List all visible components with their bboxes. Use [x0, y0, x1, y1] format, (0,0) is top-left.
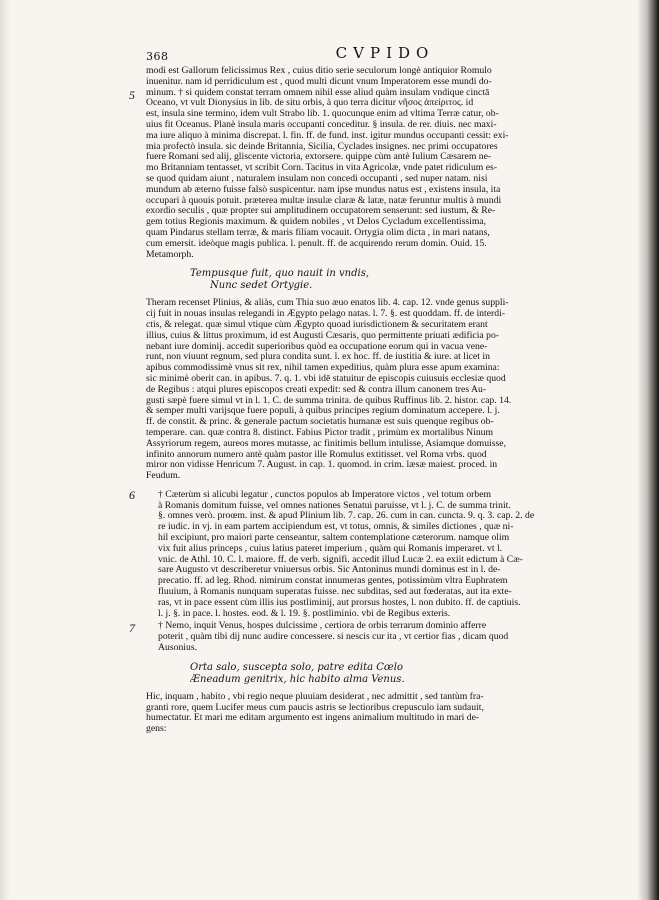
margin-number-5: 5	[129, 88, 135, 102]
text-line: illius, cuius & littus proximum, id est Augusti Cæsaris, quo permittente priuati ædificia po-	[146, 330, 500, 341]
paragraph-2	[146, 298, 624, 482]
text-line: quam Pindarus stellam terræ, & maris filiam vocauit. Ortygia olim dicta , in mari natans,	[146, 227, 490, 238]
text-line: inuenitur. nam id perridiculum est , quod multi dicunt vnum Imperatorem esse mundi do-	[146, 76, 492, 87]
text-line: cum emersit. ideòque magis publica. l. penult. ff. de acquirendo rerum domin. Ouid. 15.	[146, 238, 487, 249]
page-number: 368	[146, 50, 169, 63]
verse-line: Æneadum genitrix, hic habito alma Venus.	[190, 673, 405, 685]
text-line: hil excipiunt, pro maiori parte censeantur, saltem contemplatione cæterorum. namque olim	[158, 533, 510, 544]
text-line: precatio. ff. ad leg. Rhod. nimirum constat innumeras gentes, potissimùm vltra Euphratem	[158, 576, 508, 587]
paragraph-1	[129, 66, 624, 260]
text-line: vnic. de Athl. 10. C. l. maiore. ff. de verb. signifi. accedit illud Lucæ 2. ea exiit edictum à Cæ-	[158, 554, 523, 565]
text-line: ff. de constit. & princ. & generale pactum societatis humanæ est suis quenque regibus ob-	[146, 417, 494, 428]
running-title: CVPIDO	[335, 44, 435, 62]
text-line: Oceano, vt vult Dionysius in lib. de situ orbis, à quo terra dicitur νῆσος ἀπείριτος. id	[146, 98, 474, 109]
paragraph-4-text	[146, 621, 624, 653]
text-line: gem totius Regionis maximum. & quidem nobiles , vt Delos Cycladum excellentissima,	[146, 217, 487, 228]
text-line: mo Britanniam tentasset, vt scribit Corn. Tacitus in vita Agricolæ, vnde patet ridiculum es-	[146, 163, 498, 174]
text-line: cij fuit in nouas insulas relegandi in Ægypto pelago natas. l. 7. §. est quoddam. ff. de interdi-	[146, 309, 505, 320]
text-line: temperare. can. quæ contra 8. distinct. Fabius Pictor tradit , primùm ex mortalibus Ninum	[146, 427, 494, 438]
text-line: Theram recenset Plinius, & aliàs, cum Thia suo æuo enatos lib. 4. cap. 12. vnde genus suppli-	[146, 298, 509, 309]
text-line: occupari à quouis potuit. præterea multæ insulæ claræ & latæ, natæ feruntur multis à mundi	[146, 195, 502, 206]
text-line: modi est Gallorum felicissimus Rex , cuius ditio serie seculorum longè antiquior Romulo	[146, 66, 492, 76]
text-line: vix fuit alius princeps , cuius latius pateret imperium , quàm qui Romanis imperaret. vt l.	[158, 543, 503, 554]
text-line: l. j. §. in pace. l. hostes. eod. & l. 19. §. postliminio. vbi de Regibus exteris.	[158, 608, 451, 619]
text-line: humectatur. Et mari me editam argumento est ingens animalium multitudo in mari de-	[146, 713, 480, 724]
page-header	[146, 44, 624, 64]
paragraph-2-text	[146, 298, 624, 482]
verse-ausonius	[190, 662, 624, 686]
text-line: † Nemo, inquit Venus, hospes dulcissime , certiora de orbis terrarum dominio afferre	[158, 621, 487, 632]
paragraph-4	[129, 621, 624, 654]
paragraph-5	[146, 692, 624, 735]
text-line: & semper multi varijsque fuere populi, à quibus principes regium dominatum accepere. l. j.	[146, 406, 500, 417]
text-line: mia profectò insula. sic deinde Britannia, Sicilia, Cyclades insignes. nec primi occupatores	[146, 141, 498, 152]
text-line: apibus commodissimè vnus sit rex, nihil tamen expeditius, quàm plura esse apum examina:	[146, 363, 500, 374]
verse-line: Nunc sedet Ortygie.	[210, 280, 313, 292]
paragraph-5-text	[146, 692, 624, 735]
text-line: §. omnes verò. proœm. inst. & apud Plinium lib. 7. cap. 26. cum in can. cuncta. 9. q. 3. cap. 2. de	[158, 511, 535, 522]
text-line: † Cæterùm si alicubi legatur , cunctos populos ab Imperatore victos , vel totum orbem	[158, 489, 492, 500]
text-line: à Romanis domitum fuisse, vel omnes nationes Senatui paruisse, vt l. j. C. de summa trinit.	[158, 500, 511, 511]
text-line: Metamorph.	[146, 249, 194, 260]
text-line: fuere Romani sed alij, gliscente victoria, extorsere. quippe cùm antè Iulium Cæsarem ne-	[146, 152, 492, 163]
paragraph-1-text	[146, 66, 624, 260]
paragraph-3	[129, 487, 624, 620]
text-line: gens:	[146, 724, 167, 735]
text-line: runt, non viuunt regnum, sed plura condita sunt. l. ex hoc. ff. de iustitia & iure. at licet in	[146, 352, 490, 363]
text-line: re iudic. in vj. in eam partem accipiendum est, vt totus, omnis, & similes dictiones , quæ ni-	[158, 522, 514, 533]
text-line: mundum ab æterno fuisse falsò suspicentur. nam ipse mundus natus est , existens insula, ita	[146, 184, 501, 195]
text-line: infinito annorum numero antè quàm pastor ille Romulus extitisset. vel Roma vrbs. quod	[146, 449, 487, 460]
scan-shadow-left	[0, 0, 10, 900]
scan-shadow-right	[637, 0, 659, 900]
margin-number-7: 7	[129, 621, 135, 636]
text-line: Ausonius.	[158, 643, 198, 654]
text-line: poterit , quàm tibi dij nunc audire concessere. si nescis cur ita , vt certior fias , dicam quod	[158, 632, 509, 643]
text-line: uius fit Oceanus. Planè insula maris occupanti conceditur. § insula. de rer. diuis. nec maxi-	[146, 119, 497, 130]
text-line: sic minimè oberit can. in apibus. 7. q. 1. vbi idē statuitur de episcopis cuiusuis ecclesiæ quod	[146, 373, 506, 384]
text-line: exordio seculis , quæ propter sui amplitudinem occupatorem senserunt: sed iustum, & Re-	[146, 206, 496, 217]
text-line: ma iure aliquo à minima discrepat. l. fin. ff. de fund. inst. igitur mundus occupanti cessit: exi-	[146, 130, 509, 141]
text-line: de Regibus : atqui plures episcopos creati expedit: sed & contra illum canonem tres Au-	[146, 384, 487, 395]
verse-line: Tempusque fuit, quo nauit in vndis,	[190, 268, 370, 280]
text-line: ctis, & relegat. quæ simul vtique cùm Ægypto quoad iurisdictionem & securitatem erant	[146, 319, 488, 330]
text-line: nebant iure dominij. accedit superioribus quòd ea occupatione eorum qui in vacua vene-	[146, 341, 488, 352]
text-line: granti rore, quem Lucifer meus cum paucis astris se lectioribus crepusculo iam sudauit,	[146, 702, 484, 713]
text-line: sare Augusto vt describeretur vniuersus orbis. Sic Antoninus mundi dominus est in l. de-	[158, 565, 501, 576]
text-line: fluuium, à Romanis nunquam superatas fuisse. nec subditas, sed aut fœderatas, aut ita exte-	[158, 587, 512, 598]
text-line: miror non vidisse Henricum 7. August. in cap. 1. quomod. in crim. læsæ maiest. proced. in	[146, 460, 498, 471]
text-line: Hic, inquam , habito , vbi regio neque pluuiam desiderat , nec admittit , sed tantùm fra-	[146, 691, 484, 702]
text-line: se quod quidam aiunt , naturalem insulam non concedi occupanti , sed nuper natam. nisi	[146, 173, 488, 184]
margin-number-6: 6	[129, 487, 135, 502]
text-line: gusti sæpè fuere simul vt in l. 1. C. de summa trinita. de quibus Ruffinus lib. 2. histor. cap. 14.	[146, 395, 512, 406]
text-line: est, insula sine termino, idem vult Strabo lib. 1. quocunque enim ad vltima Terræ catur, ob-	[146, 109, 499, 120]
verse-ovid	[190, 268, 624, 292]
text-line: Assyriorum regem, aureos mores mutasse, ac finitimis bellum intulisse, Asiamque domuisse,	[146, 438, 506, 449]
text-line: ras, vt in pace essent cùm illis ius postliminij, aut prorsus hostes, l. non dubito. ff. de captiuis.	[158, 597, 521, 608]
verse-line: Orta salo, suscepta solo, patre edita Cœlo	[190, 661, 404, 673]
text-line: minum. † si quidem constat terram omnem nihil esse aliud quàm insulam vndique cinctā	[146, 87, 490, 98]
book-page	[129, 44, 624, 735]
paragraph-3-text	[146, 490, 624, 620]
text-line: Feudum.	[146, 471, 181, 482]
